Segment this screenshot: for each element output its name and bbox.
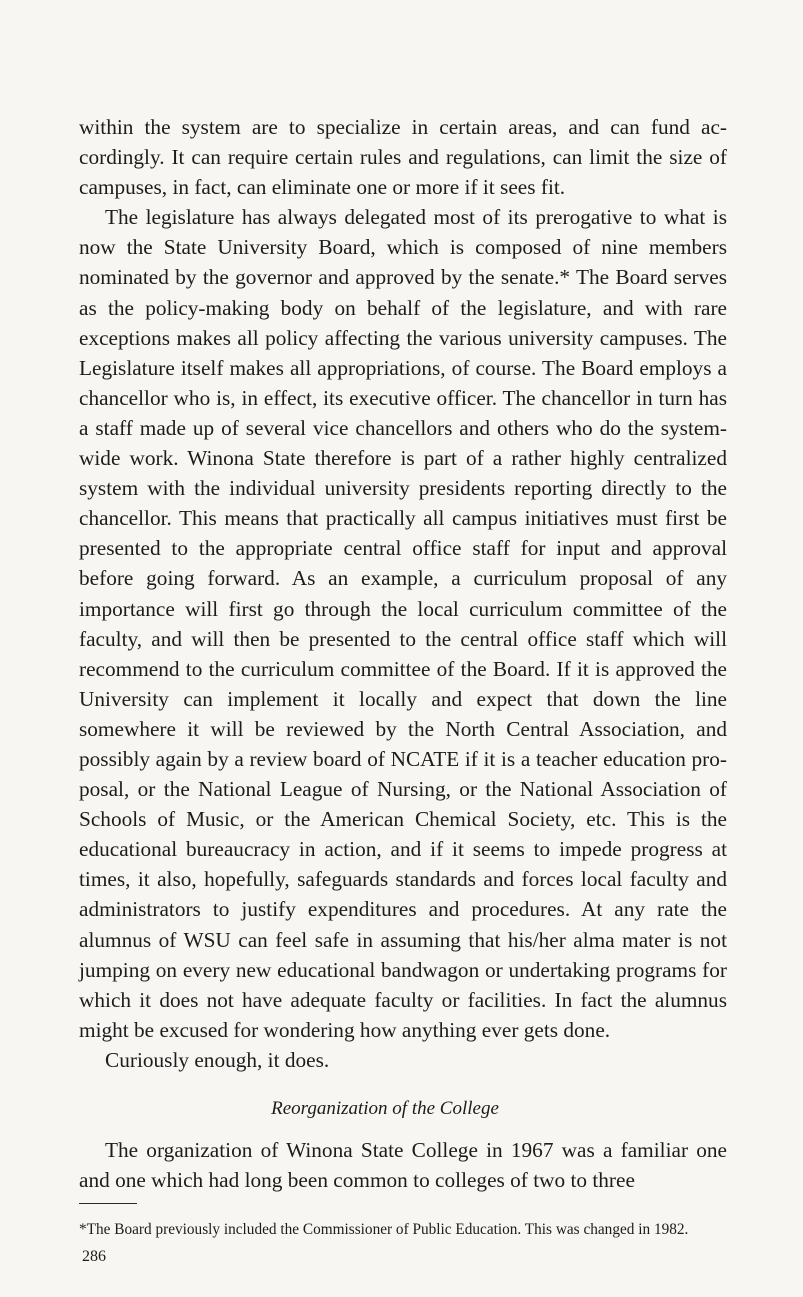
footnote-divider bbox=[79, 1203, 137, 1204]
section-heading: Reorganization of the College bbox=[271, 1098, 499, 1119]
paragraph-organization: The organization of Winona State College in 1967 was a familiar one and one which had long been common to colleges of two to three bbox=[79, 1138, 727, 1193]
page-number: 286 bbox=[82, 1248, 106, 1265]
page-content bbox=[79, 112, 727, 1241]
body-text bbox=[79, 112, 727, 1075]
body-text-section bbox=[79, 1135, 727, 1195]
paragraph-continuation: within the system are to specialize in certain areas, and can fund accordingly. It can require certain rules and regulations, can limit the size of campuses, in fact, can eliminate one or more if it sees fit. bbox=[79, 115, 727, 200]
paragraph-state-university-board: The legislature has always delegated most of its prerogative to what is now the State University Board, which is composed of nine members nominated by the governor and approved by the senate.* The Board serves as the policy-making body on behalf of the legislature, and with rare exceptions makes all policy affecting the various university campuses. The Legislature itself makes all appropriations, of course. The Board employs a chancellor who is, in effect, its executive officer. The chancellor in turn has a staff made up of several vice chancellors and others who do the system-wide work. Winona State therefore is part of a rather highly centralized system with the individual university presidents reporting directly to the chancellor. This means that practically all campus initiatives must first be presented to the appropriate central office staff for input and approval before going forward. As an example, a curriculum proposal of any importance will first go through the local curriculum committee of the faculty, and will then be presented to the central office staff which will recommend to the curriculum committee of the Board. If it is approved the University can implement it locally and expect that down the line somewhere it will be reviewed by the North Central Association, and possibly again by a review board of NCATE if it is a teacher education proposal, or the National League of Nursing, or the National Association of Schools of Music, or the American Chemical Society, etc. This is the educational bureaucracy in action, and if it seems to impede progress at times, it also, hopefully, safeguards standards and forces local faculty and administrators to justify expenditures and procedures. At any rate the alumnus of WSU can feel safe in assuming that his/her alma mater is not jumping on every new educational bandwagon or undertaking programs for which it does not have adequate faculty or facilities. In fact the alumnus might be excused for wondering how anything ever gets done. bbox=[79, 205, 727, 1042]
footnote: *The Board previously included the Commissioner of Public Education. This was changed in 1982. bbox=[79, 1221, 689, 1239]
paragraph-curiously: Curiously enough, it does. bbox=[105, 1047, 330, 1072]
